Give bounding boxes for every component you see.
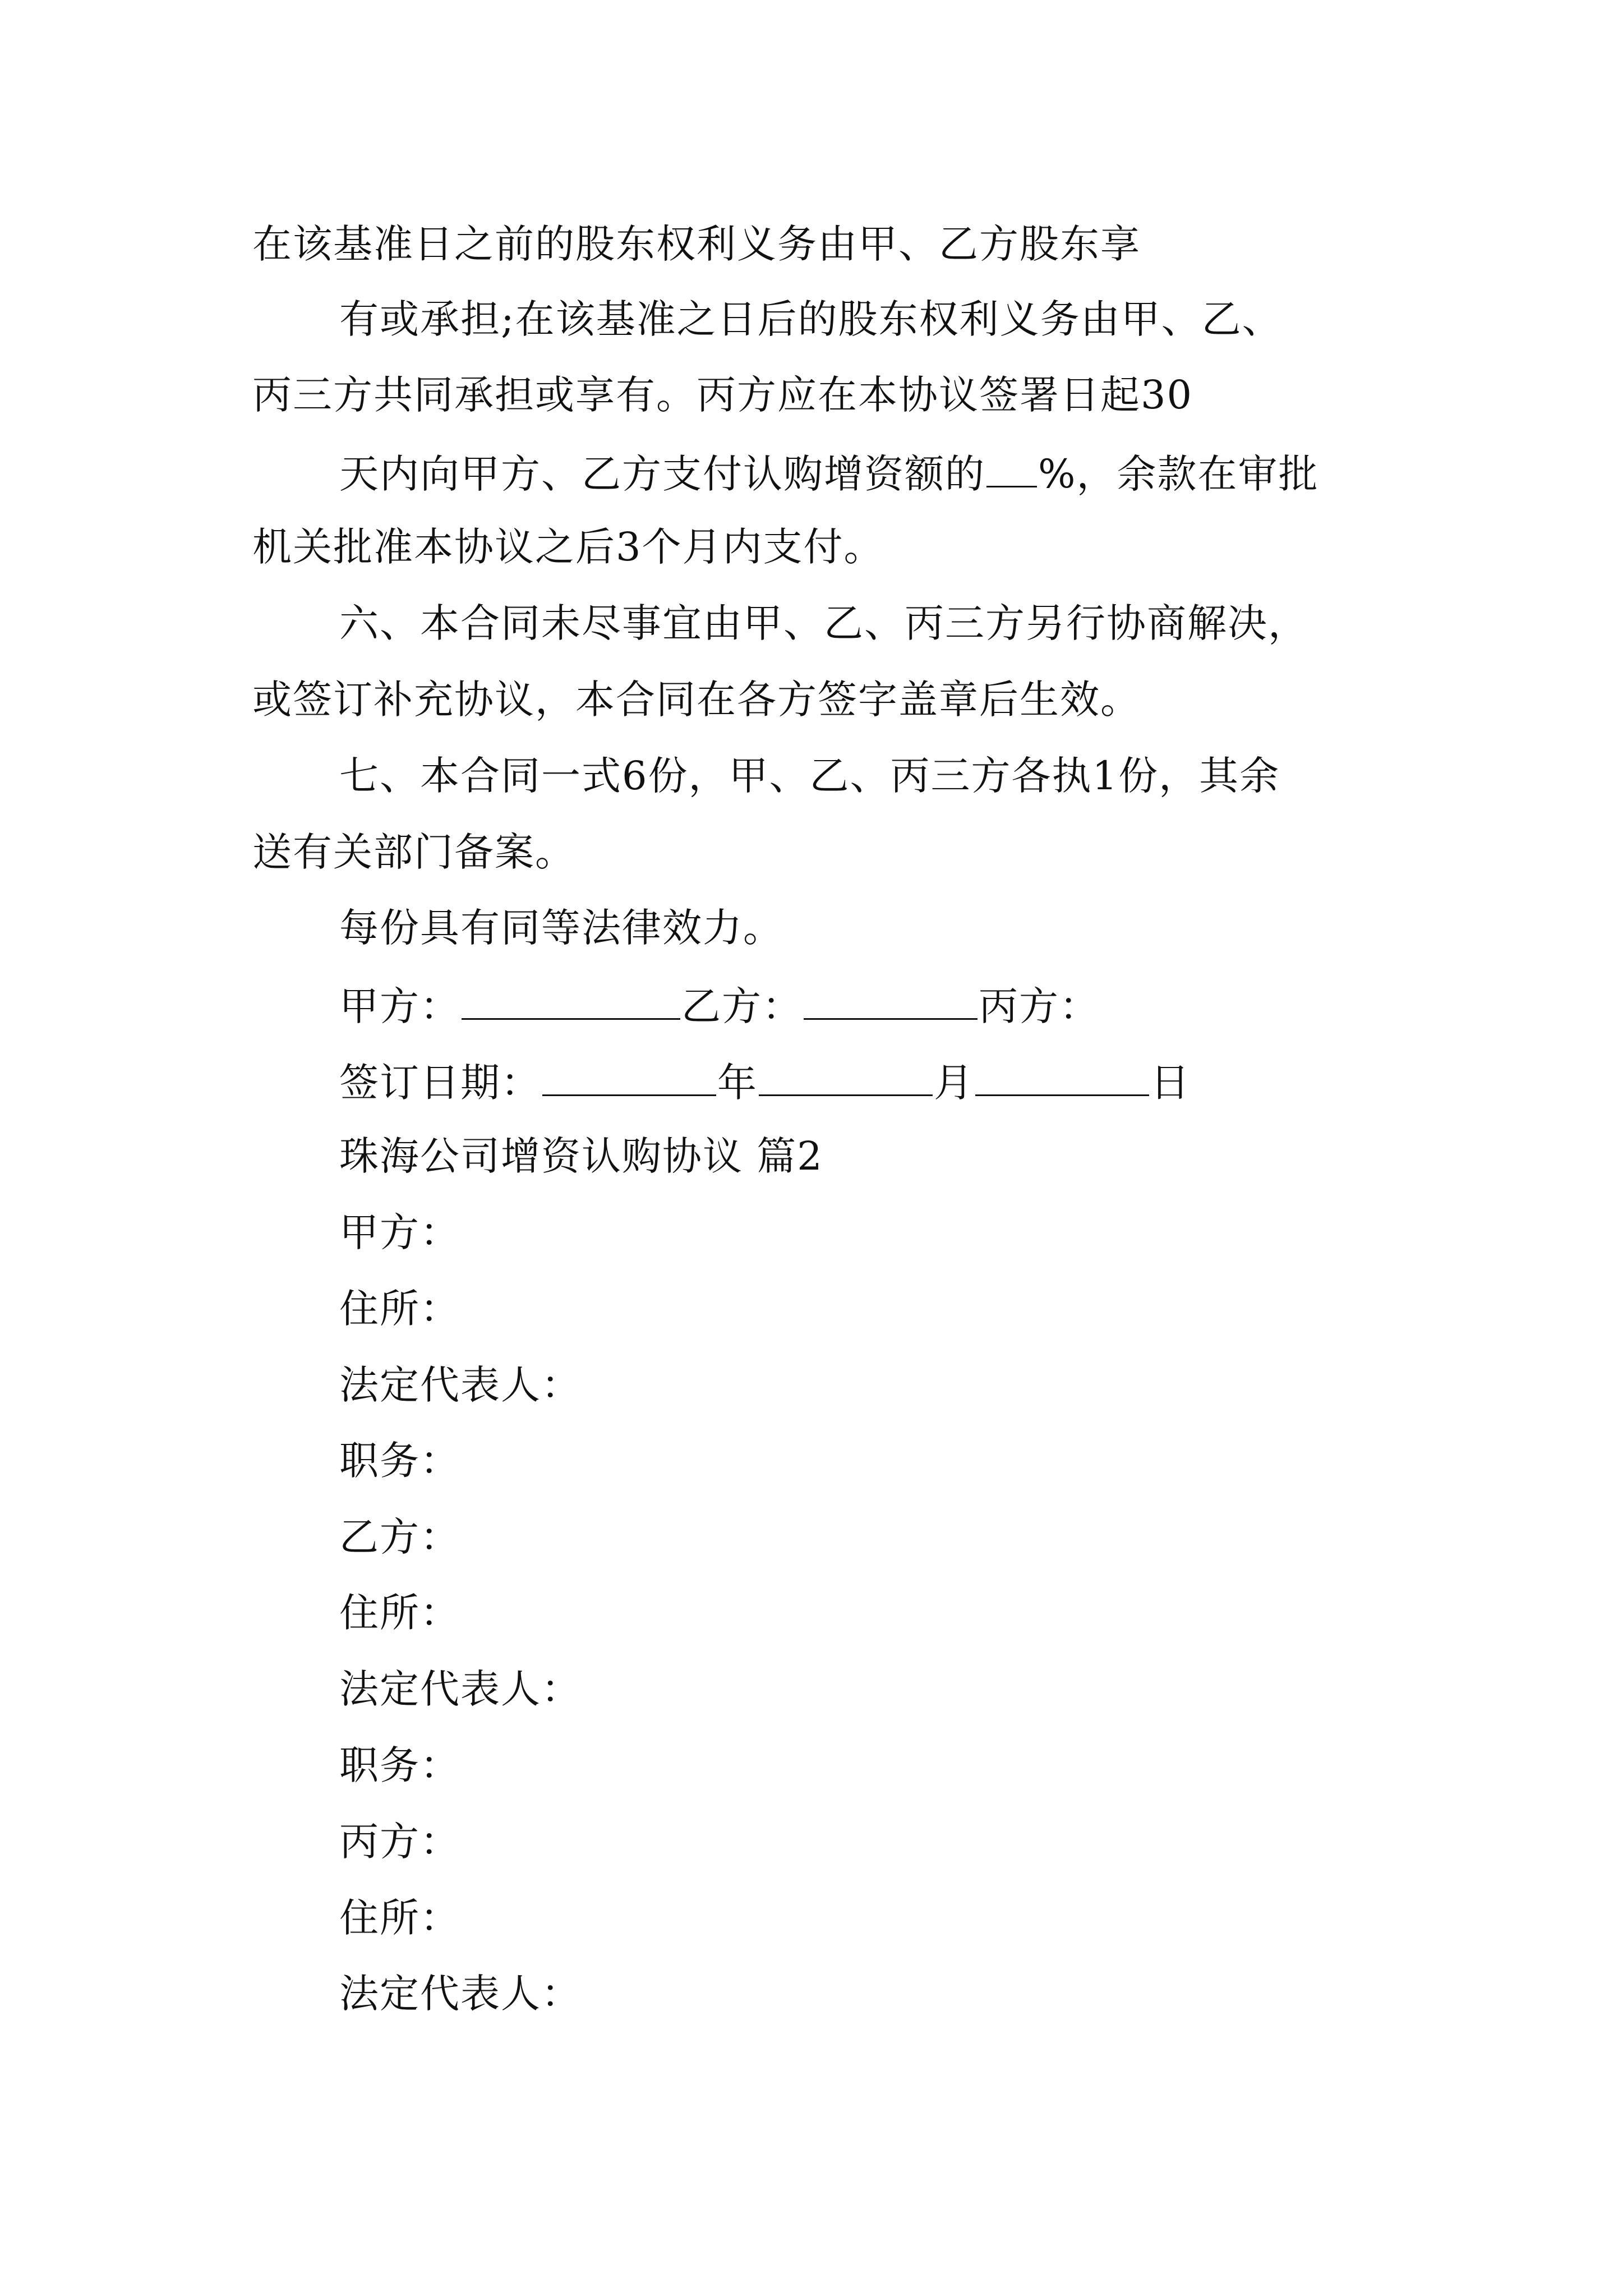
paragraph-line: 七、本合同一式6份，甲、乙、丙三方各执1份，其余 <box>339 753 1280 799</box>
field-label: 乙方： <box>339 1514 460 1560</box>
party-b-blank <box>804 979 978 1020</box>
field-label: 法定代表人： <box>339 1362 582 1408</box>
month-label: 月 <box>934 1060 974 1106</box>
field-label: 法定代表人： <box>339 1666 582 1712</box>
paragraph-line: 或签订补充协议，本合同在各方签字盖章后生效。 <box>252 677 1141 723</box>
paragraph-line: 丙三方共同承担或享有。丙方应在本协议签署日起30 <box>252 372 1193 418</box>
section-title: 珠海公司增资认购协议 篇2 <box>339 1133 823 1179</box>
payment-line <box>339 447 1319 499</box>
day-blank <box>975 1055 1149 1096</box>
party-b-label: 乙方： <box>681 983 803 1029</box>
day-label: 日 <box>1150 1060 1191 1106</box>
party-a-label: 甲方： <box>339 983 460 1029</box>
year-label: 年 <box>717 1060 758 1106</box>
paragraph-line: 机关批准本协议之后3个月内支付。 <box>252 524 884 570</box>
signature-line <box>339 979 1100 1032</box>
paragraph-line: 每份具有同等法律效力。 <box>339 905 783 951</box>
field-label: 住所： <box>339 1286 460 1332</box>
party-a-blank <box>462 979 680 1020</box>
field-label: 职务： <box>339 1742 460 1788</box>
payment-text-before: 天内向甲方、乙方支付认购增资额的 <box>339 451 985 497</box>
field-label: 甲方： <box>339 1209 460 1255</box>
date-label: 签订日期： <box>339 1060 541 1106</box>
paragraph-line: 在该基准日之前的股东权利义务由甲、乙方股东享 <box>252 221 1141 267</box>
party-c-label: 丙方： <box>979 983 1100 1029</box>
field-label: 丙方： <box>339 1819 460 1865</box>
field-label: 职务： <box>339 1438 460 1484</box>
paragraph-line: 送有关部门备案。 <box>252 829 575 875</box>
year-blank <box>542 1055 716 1096</box>
month-blank <box>759 1055 933 1096</box>
paragraph-line: 有或承担;在该基准之日后的股东权利义务由甲、乙、 <box>339 296 1283 342</box>
date-line <box>339 1055 1191 1108</box>
field-label: 住所： <box>339 1590 460 1636</box>
paragraph-line: 六、本合同未尽事宜由甲、乙、丙三方另行协商解决， <box>339 600 1308 646</box>
percent-blank <box>986 447 1037 487</box>
field-label: 法定代表人： <box>339 1971 582 2017</box>
field-label: 住所： <box>339 1895 460 1941</box>
payment-text-after: %，余款在审批 <box>1038 451 1319 497</box>
